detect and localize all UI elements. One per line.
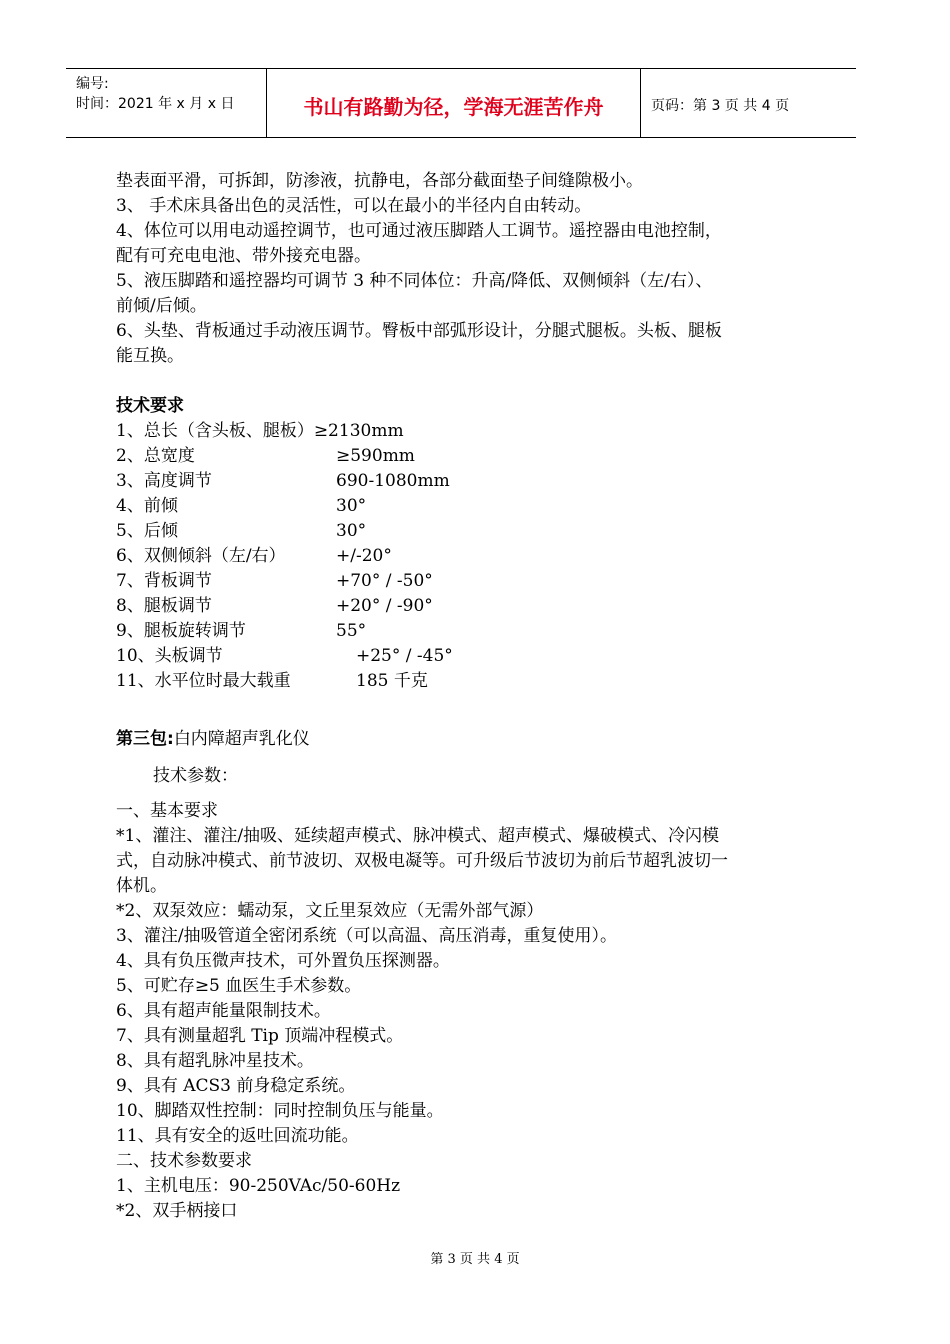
body-line: 体机。 (116, 876, 167, 896)
body-line: 式，自动脉冲模式、前节波切、双极电凝等。可升级后节波切为前后节超乳波切一 (116, 851, 728, 871)
motto: 书山有路勤为径，学海无涯苦作舟 (303, 95, 604, 119)
body-line: 5、可贮存≥5 血医生手术参数。 (116, 976, 362, 996)
body-line: 4、具有负压微声技术，可外置负压探测器。 (116, 951, 450, 971)
spec-value: 690-1080mm (336, 471, 450, 491)
spec-label: 1、总长（含头板、腿板）≥2130mm (116, 421, 404, 441)
body-line: 10、脚踏双性控制：同时控制负压与能量。 (116, 1101, 444, 1121)
spec-label: 2、总宽度 (116, 446, 195, 466)
spec-label: 8、腿板调节 (116, 596, 212, 616)
body-line: 配有可充电电池、带外接充电器。 (116, 246, 371, 266)
number-label: 编号: (76, 76, 109, 92)
header-left-cell (66, 69, 267, 137)
body-line: 7、具有测量超乳 Tip 顶端冲程模式。 (116, 1026, 404, 1046)
body-line: 6、具有超声能量限制技术。 (116, 1001, 331, 1021)
time-label: 时间：2021 年 x 月 x 日 (76, 96, 235, 112)
body-line: 9、具有 ACS3 前身稳定系统。 (116, 1076, 356, 1096)
spec-label: 6、双侧倾斜（左/右） (116, 546, 286, 566)
package-name: 白内障超声乳化仪 (173, 729, 310, 749)
header-page-cell (641, 69, 856, 137)
page-label: 页码：第 3 页 共 4 页 (651, 98, 790, 114)
body-line: *2、双手柄接口 (116, 1201, 238, 1221)
header-motto-cell (267, 69, 641, 137)
body-line: 6、头垫、背板通过手动液压调节。臀板中部弧形设计，分腿式腿板。头板、腿板 (116, 321, 722, 341)
body-line: *2、双泵效应：蠕动泵，文丘里泵效应（无需外部气源） (116, 901, 544, 921)
body-line: 能互换。 (116, 346, 184, 366)
page-footer: 第 3 页 共 4 页 (430, 1252, 520, 1267)
package-label: 第三包: (116, 729, 174, 749)
spec-label: 5、后倾 (116, 521, 178, 541)
body-line: 一、基本要求 (116, 801, 218, 821)
spec-value: ≥590mm (336, 446, 415, 466)
body-line: 11、具有安全的返吐回流功能。 (116, 1126, 359, 1146)
body-line: 前倾/后倾。 (116, 296, 207, 316)
body-line: 5、液压脚踏和遥控器均可调节 3 种不同体位：升高/降低、双侧倾斜（左/右）、 (116, 271, 713, 291)
body-line: 4、体位可以用电动遥控调节，也可通过液压脚踏人工调节。遥控器由电池控制， (116, 221, 722, 241)
body-line: 垫表面平滑，可拆卸，防渗液，抗静电，各部分截面垫子间缝隙极小。 (116, 171, 643, 191)
spec-label: 3、高度调节 (116, 471, 212, 491)
spec-value: +25° / -45° (356, 646, 453, 666)
spec-value: 30° (336, 496, 367, 516)
spec-label: 9、腿板旋转调节 (116, 621, 246, 641)
spec-label: 11、水平位时最大载重 (116, 671, 291, 691)
body-line: 二、技术参数要求 (116, 1151, 252, 1171)
tech-params-heading: 技术参数： (153, 766, 238, 786)
spec-label: 7、背板调节 (116, 571, 212, 591)
body-line: 8、具有超乳脉冲星技术。 (116, 1051, 314, 1071)
spec-value: +70° / -50° (336, 571, 433, 591)
spec-value: 30° (336, 521, 367, 541)
tech-req-heading: 技术要求 (116, 396, 184, 416)
spec-label: 4、前倾 (116, 496, 178, 516)
spec-value: +20° / -90° (336, 596, 433, 616)
body-line: 3、灌注/抽吸管道全密闭系统（可以高温、高压消毒，重复使用）。 (116, 926, 618, 946)
spec-label: 10、头板调节 (116, 646, 223, 666)
package-heading (116, 729, 310, 749)
spec-value: +/-20° (336, 546, 392, 566)
body-line: 3、 手术床具备出色的灵活性，可以在最小的半径内自由转动。 (116, 196, 592, 216)
body-line: 1、主机电压：90-250VAc/50-60Hz (116, 1176, 401, 1196)
spec-value: 55° (336, 621, 367, 641)
spec-value: 185 千克 (356, 671, 428, 691)
body-line: *1、灌注、灌注/抽吸、延续超声模式、脉冲模式、超声模式、爆破模式、冷闪模 (116, 826, 720, 846)
page-header (66, 68, 856, 138)
